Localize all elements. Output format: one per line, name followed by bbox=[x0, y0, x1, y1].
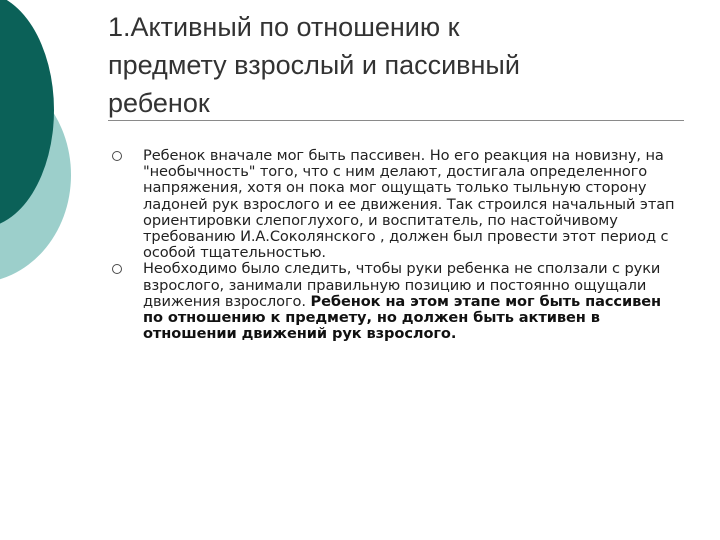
bullet-text bbox=[143, 261, 684, 342]
bullet-text-regular: Ребенок вначале мог быть пассивен. Но его реакция на новизну, на "необычность" того, что с ним делают, достигала определенного напряжения, хотя он пока мог ощущать только тыльную сторону ладоней рук взрослого и ее движения. Так строился начальный этап ориентировки слепоглухого, и воспитатель, по настойчивому требованию И.А.Соколянского , должен был провести этот период с особой тщательностью. bbox=[143, 147, 675, 262]
bullet-list bbox=[112, 148, 684, 342]
bullet-item bbox=[112, 148, 684, 261]
slide-title: 1.Активный по отношению к предмету взрослый и пассивный ребенок bbox=[108, 12, 520, 118]
bullet-text bbox=[143, 148, 684, 261]
bullet-text-bold: Ребенок на этом этапе мог быть пассивен по отношению к предмету, но должен быть активен в отношении движений рук взрослого. bbox=[143, 292, 662, 343]
decorative-circles bbox=[0, 0, 120, 300]
bullet-circle-icon bbox=[112, 151, 122, 161]
bullet-circle-icon bbox=[112, 264, 122, 274]
bullet-text-regular: Необходимо было следить, чтобы руки ребенка не сползали с руки взрослого, занимали правильную позицию и постоянно ощущали движения взрослого. bbox=[143, 260, 661, 310]
bullet-item bbox=[112, 261, 684, 342]
title-divider bbox=[108, 120, 684, 121]
